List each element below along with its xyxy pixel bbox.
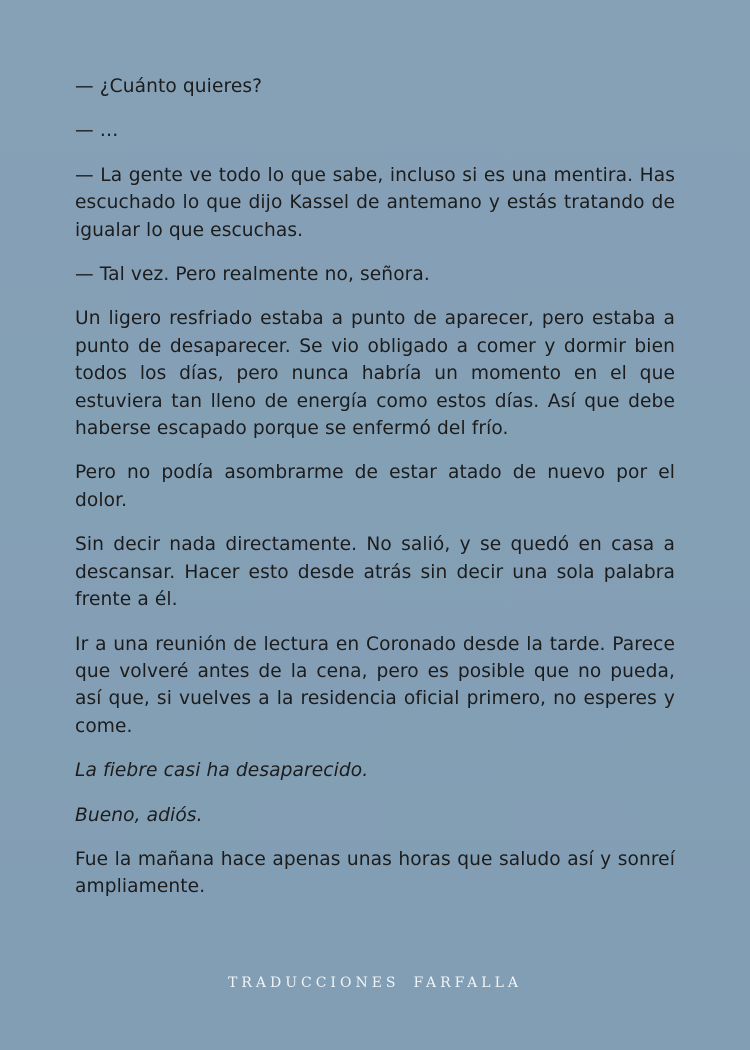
footer-word-1: TRADUCCIONES <box>228 975 400 991</box>
body-text <box>75 73 675 918</box>
paragraph-2: — … <box>75 120 119 142</box>
paragraph-5: Un ligero resfriado estaba a punto de aparecer, pero estaba a punto de desaparecer. Se vio obligado a comer y dormir bien todos los días, pero nunca habría un momento en el que estuviera tan lleno de energía como estos días. Así que debe haberse escapado porque se enfermó del frío. <box>75 308 675 440</box>
paragraph-4: — Tal vez. Pero realmente no, señora. <box>75 264 430 286</box>
paragraph-7: Sin decir nada directamente. No salió, y se quedó en casa a descansar. Hacer esto desde atrás sin decir una sola palabra frente a él. <box>75 534 675 611</box>
paragraph-9-italic: La fiebre casi ha desaparecido. <box>75 760 369 782</box>
paragraph-10-italic: Bueno, adiós. <box>75 804 203 826</box>
footer-credit <box>0 975 750 991</box>
paragraph-1: — ¿Cuánto quieres? <box>75 76 263 97</box>
paragraph-3: — La gente ve todo lo que sabe, incluso si es una mentira. Has escuchado lo que dijo Kassel de antemano y estás tratando de igualar lo que escuchas. <box>75 164 675 241</box>
paragraph-6: Pero no podía asombrarme de estar atado de nuevo por el dolor. <box>75 462 675 511</box>
paragraph-11: Fue la mañana hace apenas unas horas que saludo así y sonreí ampliamente. <box>75 848 675 898</box>
footer-word-2: FARFALLA <box>413 975 522 991</box>
paragraph-8: Ir a una reunión de lectura en Coronado desde la tarde. Parece que volveré antes de la cena, pero es posible que no pueda, así que, si vuelves a la residencia oficial primero, no esperes y come. <box>75 633 675 737</box>
